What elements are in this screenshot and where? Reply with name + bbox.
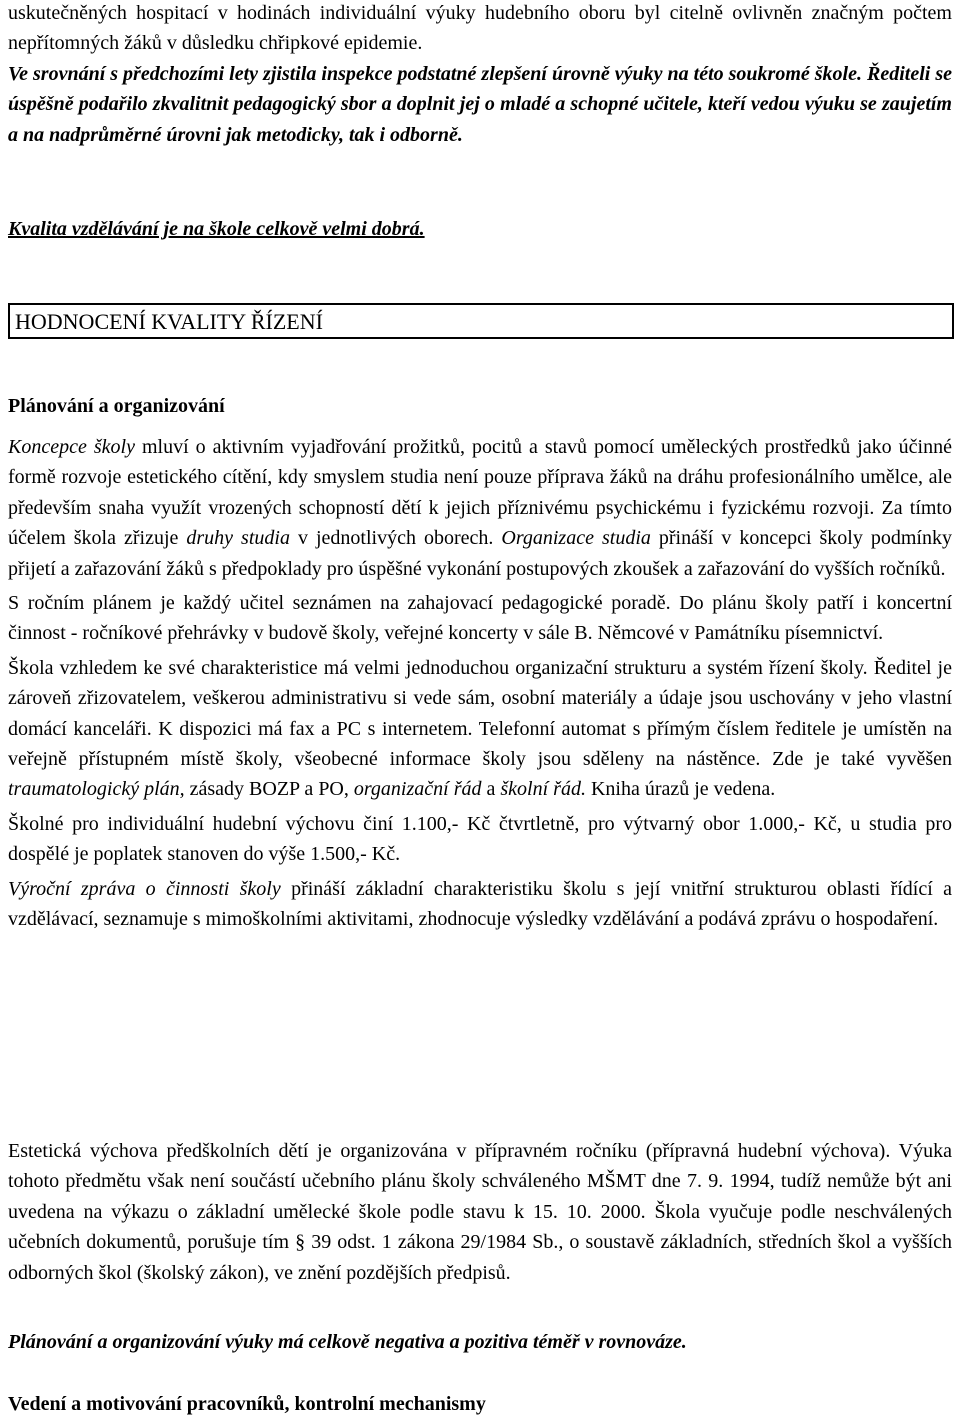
paragraph-structure: Škola vzhledem ke své charakteristice má velmi jednoduchou organizační strukturu a systém řízení školy. Ředitel je zároveň zřizovatelem, veškerou administrativu si vede sám, osobní materiály a údaje jsou uschovány v jeho vlastní domácí kanceláři. K dispozici má fax a PC s internetem. Telefonní automat s přímým číslem ředitele je umístěn na veřejně přístupném místě školy, všeobecné informace školy jsou sděleny na nástěnce. Zde je také vyvěšen traumatologický plán, zásady BOZP a PO, organizační řád a školní řád. Kniha úrazů je vedena. [8,656,952,801]
paragraph-preschool: Estetická výchova předškolních dětí je organizována v přípravném ročníku (přípravná hudební výchova). Výuka tohoto předmětu však není součástí učebního plánu školy schváleného MŠMT dne 7. 9. 1994, tudíž nemůže být ani uvedena na výkazu o základní umělecké škole podle stavu k 15. 10. 2000. Škola vyučuje podle neschválených učebních dokumentů, porušuje tím § 39 odst. 1 zákona 29/1984 Sb., o soustavě základních, středních škol a vyšších odborných škol (školský zákon), ve znění pozdějších předpisů. [8,1140,952,1284]
body-block [8,432,952,935]
term-study-types: druhy studia [186,527,290,550]
inspection-finding: Ve srovnání s předchozími lety zjistila inspekce podstatné zlepšení úrovně výuky na této soukromé škole. Řediteli se úspěšně podařilo zkvalitnit pedagogický sbor a doplnit jej o mladé a schopné učitele, kteří vedou výuku se zaujetím a na nadprůměrné úrovni jak metodicky, tak i odborně. [8,62,952,146]
intro-paragraph: uskutečněných hospitací v hodinách individuální výuky hudebního oboru byl citelně ovlivněn značným počtem nepřítomných žáků v důsledku chřipkové epidemie. [8,2,952,55]
subheading-planning: Plánování a organizování [8,395,225,417]
section-title: HODNOCENÍ KVALITY ŘÍZENÍ [15,309,323,334]
term-concept: Koncepce školy [8,436,135,458]
subheading-management: Vedení a motivování pracovníků, kontrolní mechanismy [8,1393,486,1415]
section-title-box [8,303,954,339]
paragraph-concept: Koncepce školy mluví o aktivním vyjadřování prožitků, pocitů a stavů pomocí uměleckých prostředků jako účinné formě rozvoje estetického cítění, kdy smyslem studia není pouze příprava žáků na dráhu profesionálního umělce, ale především snaha využít vrozených schopností dětí k jejich příznivému psychickému i fyzickému rozvoji. Za tímto účelem škola zřizuje druhy studia v jednotlivých oborech. Organizace studia přináší v koncepci školy podmínky přijetí a zařazování žáků s předpoklady pro úspěšné vykonání postupových zkoušek a zařazování do vyšších ročníků. [8,436,952,580]
summary-statement: Plánování a organizování výuky má celkově negativa a pozitiva téměř v rovnováze. [8,1331,687,1353]
paragraph-fees: Školné pro individuální hudební výchovu činí 1.100,- Kč čtvrtletně, pro výtvarný obor 1.000,- Kč, u studia pro dospělé je poplatek stanoven do výše 1.500,- Kč. [8,812,952,866]
term-organization: Organizace studia [501,527,651,550]
intro-block [8,0,952,150]
quality-conclusion: Kvalita vzdělávání je na škole celkově velmi dobrá. [8,218,425,240]
paragraph-annual-report: Výroční zpráva o činnosti školy přináší základní charakteristiku školu s její vnitřní strukturou oblasti řídící a vzdělávací, seznamuje s mimoškolními aktivitami, zhodnocuje výsledky vzdělávání a podává zprávu o hospodaření. [8,877,952,931]
paragraph-annual-plan: S ročním plánem je každý učitel seznámen na zahajovací pedagogické poradě. Do plánu školy patří i koncertní činnost - ročníkové přehrávky v budově školy, veřejné koncerty v sále B. Němcové v Památníku písemnictví. [8,592,952,645]
